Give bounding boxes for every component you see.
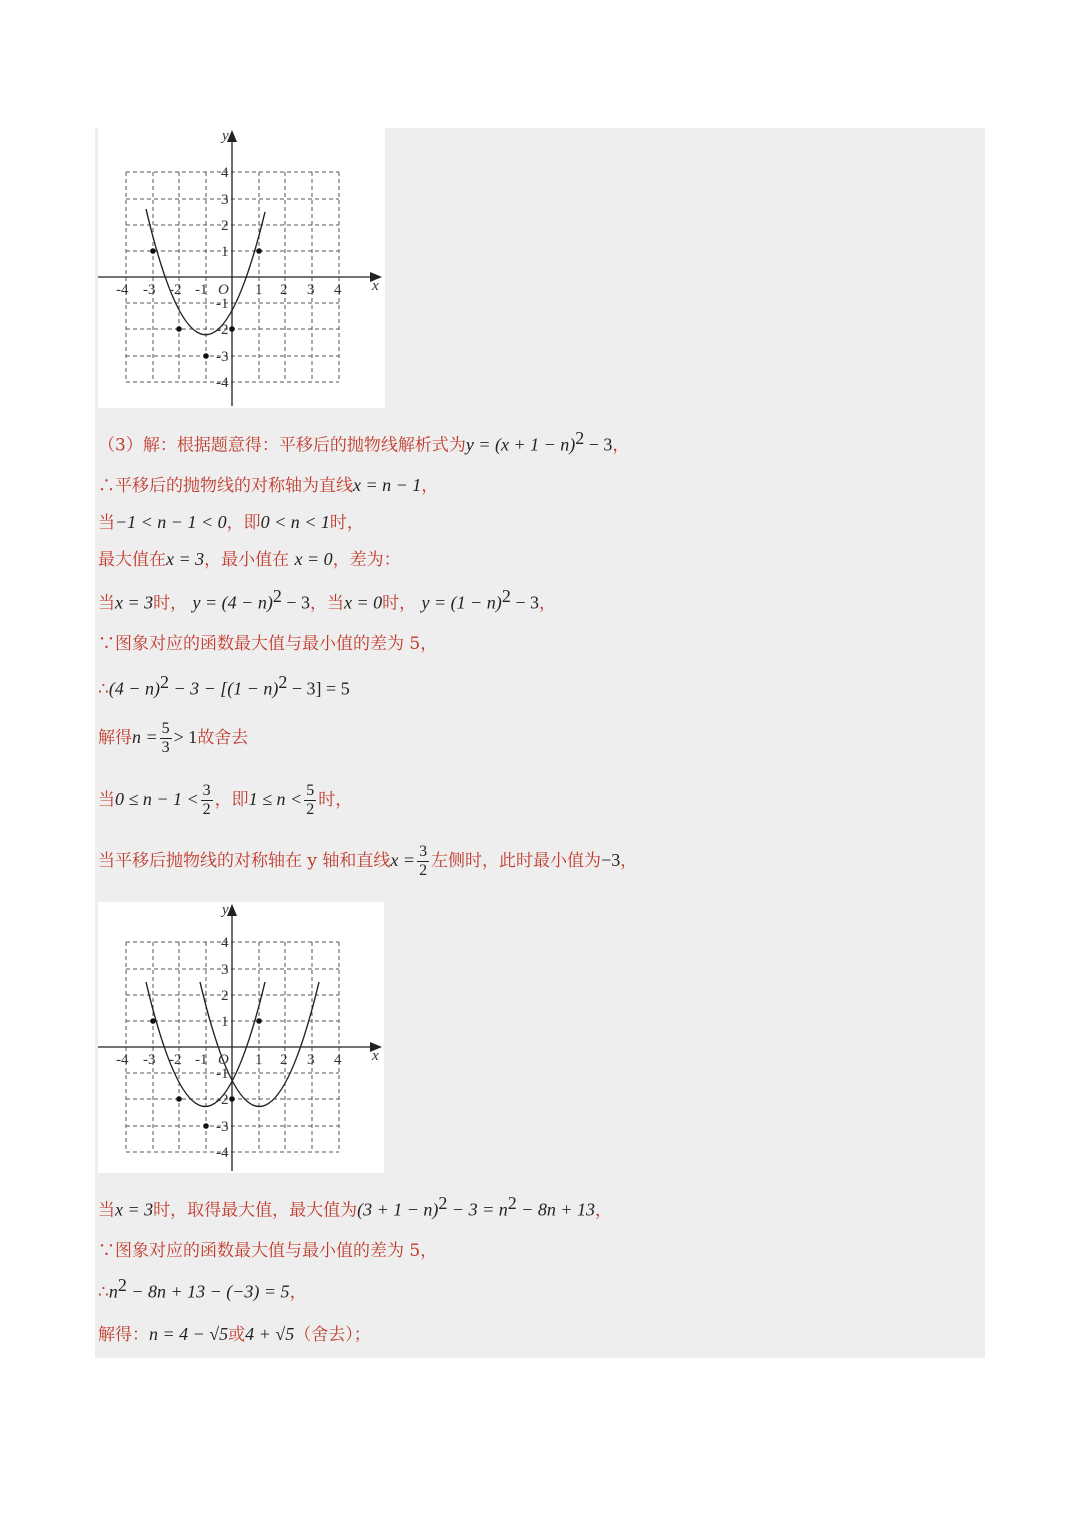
solution-line-13: $\therefore n^2 - 8n + 13 - (-3) = 5$， (98, 1275, 307, 1303)
x-tick: -2 (169, 1052, 182, 1068)
solution-line-6: ∵图象对应的函数最大值与最小值的差为 5， (98, 634, 438, 654)
y-tick: -3 (216, 349, 229, 365)
solution-line-11: 当x = 3时，取得最大值，最大值为$(3 + 1 - n)^2 - 3 = n^2 - 8n + 13$， (98, 1193, 613, 1221)
y-axis-label: y (222, 902, 229, 918)
y-tick: -1 (216, 296, 229, 312)
x-tick: 4 (334, 282, 342, 298)
y-axis-label: y (222, 128, 229, 144)
fraction: $\frac{3}{2}$ (202, 782, 211, 818)
y-tick: 1 (221, 1014, 229, 1030)
fraction: $\frac{5}{2}$ (306, 782, 315, 818)
x-tick: -3 (143, 282, 156, 298)
y-tick: 3 (221, 192, 229, 208)
graph-1-svg (98, 128, 385, 408)
graph-2-svg (98, 902, 384, 1173)
y-tick: -3 (216, 1119, 229, 1135)
x-tick: 2 (280, 1052, 288, 1068)
origin-label: O (218, 1052, 229, 1068)
x-tick: 2 (280, 282, 288, 298)
y-tick: 1 (221, 244, 229, 260)
solution-line-2: ∴平移后的抛物线的对称轴为直线x = n − 1， (98, 475, 439, 496)
x-tick: -3 (143, 1052, 156, 1068)
x-tick: 3 (307, 282, 315, 298)
solution-line-12: ∵图象对应的函数最大值与最小值的差为 5， (98, 1241, 438, 1261)
solution-line-7: ∴(4 − $n)^2 - 3 - [(1 - n)^2 - 3] = 5$ (98, 672, 350, 700)
x-tick: 4 (334, 1052, 342, 1068)
x-tick: -1 (195, 1052, 208, 1068)
parabola-graph-1 (98, 128, 385, 408)
solution-line-5: 当x = 3时， $y = (4 - n)^2 - 3$，当x = 0时， $y = (1 - n)^2 - 3$， (98, 586, 556, 614)
x-tick: -4 (116, 282, 129, 298)
y-tick: -2 (216, 322, 229, 338)
solution-line-10: 当平移后抛物线的对称轴在 y 轴和直线x = $\frac{3}{2}$ 左侧时，此时最小值为−3， (98, 843, 638, 879)
solution-line-14: 解得：n = 4 − √5或4 + √5（舍去）； (98, 1324, 371, 1345)
solution-line-1: （3）解：根据题意得：平移后的抛物线解析式为$y = (x + 1 - n)^2 - 3$， (98, 428, 630, 456)
y-tick: 4 (221, 165, 229, 181)
parabola-graph-2 (98, 902, 384, 1173)
origin-label: O (218, 282, 229, 298)
x-axis-label: x (372, 278, 379, 294)
y-tick: -4 (216, 1145, 229, 1161)
x-tick: -1 (195, 282, 208, 298)
solution-line-9: 当0 ≤ n − 1 < $\frac{3}{2}$ ，即1 ≤ n < $\frac{5}{2}$ 时， (98, 782, 353, 818)
x-tick: -4 (116, 1052, 129, 1068)
solution-line-3: 当−1 < n − 1 < 0，即0 < n < 1时， (98, 512, 364, 533)
x-tick: -2 (169, 282, 182, 298)
y-tick: -4 (216, 375, 229, 391)
fraction: $\frac{3}{2}$ (419, 843, 428, 879)
solution-line-8: 解得n = $\frac{5}{3}$ > 1故舍去 (98, 720, 249, 756)
fraction: $\frac{5}{3}$ (161, 720, 170, 756)
y-tick: 2 (221, 218, 229, 234)
y-tick: 2 (221, 988, 229, 1004)
solution-line-4: 最大值在x = 3，最小值在 x = 0，差为： (98, 549, 401, 570)
y-tick: 4 (221, 935, 229, 951)
y-tick: -1 (216, 1066, 229, 1082)
x-tick: 1 (255, 282, 263, 298)
x-tick: 3 (307, 1052, 315, 1068)
x-tick: 1 (255, 1052, 263, 1068)
y-tick: -2 (216, 1092, 229, 1108)
y-tick: 3 (221, 962, 229, 978)
x-axis-label: x (372, 1048, 379, 1064)
